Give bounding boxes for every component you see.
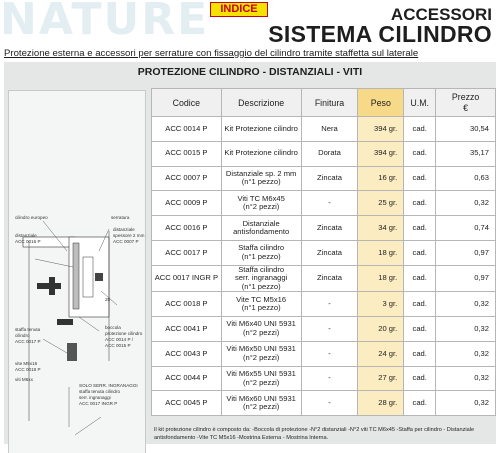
descrizione-line-2: (n°2 pezzi): [242, 377, 280, 387]
cell-um: cad.: [404, 391, 436, 416]
header-prezzo: [436, 89, 496, 117]
cell-codice: ACC 0017 INGR P: [152, 265, 222, 292]
label-distanziale: distanziale: [15, 233, 37, 238]
header-um: U.M.: [404, 89, 436, 117]
cell-peso: 34 gr.: [358, 216, 404, 241]
cell-finitura: Dorata: [301, 141, 358, 166]
cell-peso: 28 gr.: [358, 391, 404, 416]
label-distanziale-2-code: ACC 0007 P: [113, 239, 139, 244]
label-distanziale-2: distanziale: [113, 227, 135, 232]
price-table-wrapper: [151, 88, 496, 416]
cell-peso: 27 gr.: [358, 366, 404, 391]
cell-codice: ACC 0015 P: [152, 141, 222, 166]
cell-finitura: Zincata: [301, 240, 358, 265]
descrizione-line-1: Kit Protezione cilindro: [224, 123, 298, 133]
cell-finitura: -: [301, 391, 358, 416]
table-row: [152, 366, 496, 391]
label-distanziale-code: ACC 0016 P: [15, 239, 41, 244]
descrizione-line-1: Vite TC M5x16: [236, 294, 287, 304]
lock-cylinder-diagram: [9, 91, 145, 453]
label-staffa-code: ACC 0017 P: [15, 339, 41, 344]
label-boccola-4: ACC 0015 P: [105, 343, 131, 348]
label-dimension: 25: [105, 297, 111, 302]
cell-codice: ACC 0016 P: [152, 216, 222, 241]
header-peso: Peso: [358, 89, 404, 117]
table-row: [152, 141, 496, 166]
cell-peso: 18 gr.: [358, 240, 404, 265]
descrizione-line-1: Distanziale: [242, 218, 280, 228]
cell-codice: ACC 0043 P: [152, 341, 222, 366]
label-note-1: SOLO SERR. INGRANAGGI: [79, 383, 138, 388]
cell-descrizione: [221, 292, 301, 317]
table-row: [152, 191, 496, 216]
cell-codice: ACC 0045 P: [152, 391, 222, 416]
cell-prezzo: 35,17: [436, 141, 496, 166]
cell-finitura: -: [301, 317, 358, 342]
cell-descrizione: [221, 317, 301, 342]
table-row: [152, 391, 496, 416]
descrizione-line-2: (n°1 pezzo): [241, 177, 281, 187]
cell-um: cad.: [404, 166, 436, 191]
cell-um: cad.: [404, 141, 436, 166]
label-viti: viti M6xx: [15, 377, 33, 382]
cell-um: cad.: [404, 216, 436, 241]
header-codice: Codice: [152, 89, 222, 117]
header-descrizione: Descrizione: [221, 89, 301, 117]
page-subtitle: Protezione esterna e accessori per serrature con fissaggio del cilindro tramite staffetta sul laterale: [4, 48, 419, 59]
indice-button[interactable]: INDICE: [210, 2, 268, 17]
cell-prezzo: 0,97: [436, 240, 496, 265]
table-row: [152, 292, 496, 317]
technical-drawing: [8, 90, 146, 453]
cell-finitura: Zincata: [301, 265, 358, 292]
cell-peso: 394 gr.: [358, 141, 404, 166]
cell-codice: ACC 0007 P: [152, 166, 222, 191]
cell-prezzo: 0,97: [436, 265, 496, 292]
cell-descrizione: [221, 117, 301, 142]
cell-descrizione: [221, 166, 301, 191]
header-prezzo-label: Prezzo: [451, 91, 480, 102]
header-prezzo-currency: €: [463, 102, 469, 113]
cell-finitura: -: [301, 341, 358, 366]
label-note-3: serr. ingranaggi: [79, 395, 111, 400]
footnote: Il kit protezione cilindro è composto da: -Boccola di protezione -N°2 distanziali -N°2 viti TC M6x45 -Staffa per cilindro - Distanziale antisfondamento -Vite TC M5x16 -Mostrina Esterna - Mostrina Interna.: [154, 427, 475, 441]
table-row: [152, 341, 496, 366]
cell-prezzo: 0,32: [436, 366, 496, 391]
table-header-row: [152, 89, 496, 117]
label-staffa-2: cilindro: [15, 333, 30, 338]
descrizione-line-2: (n°2 pezzi): [242, 327, 280, 337]
cell-prezzo: 0,63: [436, 166, 496, 191]
label-boccola-3: ACC 0014 P /: [105, 337, 134, 342]
descrizione-line-2: serr. ingranaggi (n°1 pezzo): [234, 273, 288, 291]
descrizione-line-1: Viti M6x50 UNI 5931: [226, 344, 296, 354]
label-spessore: spessore 2 mm: [113, 233, 145, 238]
cell-descrizione: [221, 191, 301, 216]
cell-prezzo: 0,32: [436, 391, 496, 416]
cell-codice: ACC 0014 P: [152, 117, 222, 142]
cell-um: cad.: [404, 366, 436, 391]
cell-descrizione: [221, 366, 301, 391]
cell-um: cad.: [404, 341, 436, 366]
cell-codice: ACC 0009 P: [152, 191, 222, 216]
table-row: [152, 166, 496, 191]
label-serratura: serratura: [111, 215, 130, 220]
header-finitura: Finitura: [301, 89, 358, 117]
cell-descrizione: [221, 141, 301, 166]
descrizione-line-2: (n°2 pezzi): [242, 352, 280, 362]
cell-codice: ACC 0018 P: [152, 292, 222, 317]
descrizione-line-1: Kit Protezione cilindro: [224, 148, 298, 158]
cell-finitura: Zincata: [301, 166, 358, 191]
cell-codice: ACC 0017 P: [152, 240, 222, 265]
label-boccola-2: protezione cilindro: [105, 331, 143, 336]
table-row: [152, 317, 496, 342]
cell-prezzo: 0,32: [436, 292, 496, 317]
cell-finitura: -: [301, 366, 358, 391]
descrizione-line-1: Staffa cilindro: [238, 264, 285, 274]
cell-finitura: Zincata: [301, 216, 358, 241]
descrizione-line-1: Viti M6x60 UNI 5931: [226, 393, 296, 403]
table-row: [152, 117, 496, 142]
descrizione-line-2: antisfondamento: [233, 227, 290, 237]
cell-finitura: Nera: [301, 117, 358, 142]
cell-codice: ACC 0044 P: [152, 366, 222, 391]
cell-um: cad.: [404, 240, 436, 265]
label-boccola: boccola: [105, 325, 121, 330]
cell-descrizione: [221, 240, 301, 265]
descrizione-line-1: Viti M6x40 UNI 5931: [226, 319, 296, 329]
descrizione-line-2: (n°2 pezzi): [242, 402, 280, 412]
section-title: PROTEZIONE CILINDRO - DISTANZIALI - VITI: [137, 66, 363, 78]
cell-finitura: -: [301, 191, 358, 216]
descrizione-line-1: Viti M6x55 UNI 5931: [226, 369, 296, 379]
cell-codice: ACC 0041 P: [152, 317, 222, 342]
descrizione-line-2: (n°1 pezzo): [241, 251, 281, 261]
descrizione-line-1: Staffa cilindro: [238, 243, 285, 253]
descrizione-line-1: Distanziale sp. 2 mm: [225, 168, 297, 178]
cell-um: cad.: [404, 292, 436, 317]
cell-descrizione: [221, 265, 301, 292]
label-vite-code: ACC 0018 P: [15, 367, 41, 372]
label-note-4: ACC 0017 INGR P: [79, 401, 118, 406]
table-row: [152, 240, 496, 265]
cell-peso: 394 gr.: [358, 117, 404, 142]
descrizione-line-1: Viti TC M6x45: [237, 193, 285, 203]
cell-peso: 3 gr.: [358, 292, 404, 317]
price-table: [151, 88, 496, 416]
label-staffa: staffa tenuta: [15, 327, 41, 332]
cell-prezzo: 0,32: [436, 317, 496, 342]
watermark-text: NATURE: [0, 0, 210, 45]
cell-descrizione: [221, 341, 301, 366]
table-row: [152, 265, 496, 292]
cell-um: cad.: [404, 191, 436, 216]
cell-descrizione: [221, 216, 301, 241]
table-row: [152, 216, 496, 241]
cell-peso: 24 gr.: [358, 341, 404, 366]
cell-um: cad.: [404, 117, 436, 142]
cell-prezzo: 30,54: [436, 117, 496, 142]
cell-prezzo: 0,32: [436, 341, 496, 366]
cell-peso: 25 gr.: [358, 191, 404, 216]
cell-prezzo: 0,74: [436, 216, 496, 241]
cell-finitura: -: [301, 292, 358, 317]
label-vite: vite M5x16: [15, 361, 38, 366]
cell-peso: 18 gr.: [358, 265, 404, 292]
cell-peso: 16 gr.: [358, 166, 404, 191]
cell-descrizione: [221, 391, 301, 416]
category-title: ACCESSORI: [390, 5, 492, 24]
label-note-2: staffa tenuta cilindro: [79, 389, 121, 394]
cell-um: cad.: [404, 317, 436, 342]
descrizione-line-2: (n°2 pezzi): [242, 202, 280, 212]
cell-peso: 20 gr.: [358, 317, 404, 342]
table-body: [152, 117, 496, 416]
label-cilindro-europeo: cilindro europeo: [15, 215, 48, 220]
cell-prezzo: 0,32: [436, 191, 496, 216]
cell-um: cad.: [404, 265, 436, 292]
page-title: SISTEMA CILINDRO: [268, 21, 492, 47]
descrizione-line-2: (n°1 pezzo): [241, 303, 281, 313]
